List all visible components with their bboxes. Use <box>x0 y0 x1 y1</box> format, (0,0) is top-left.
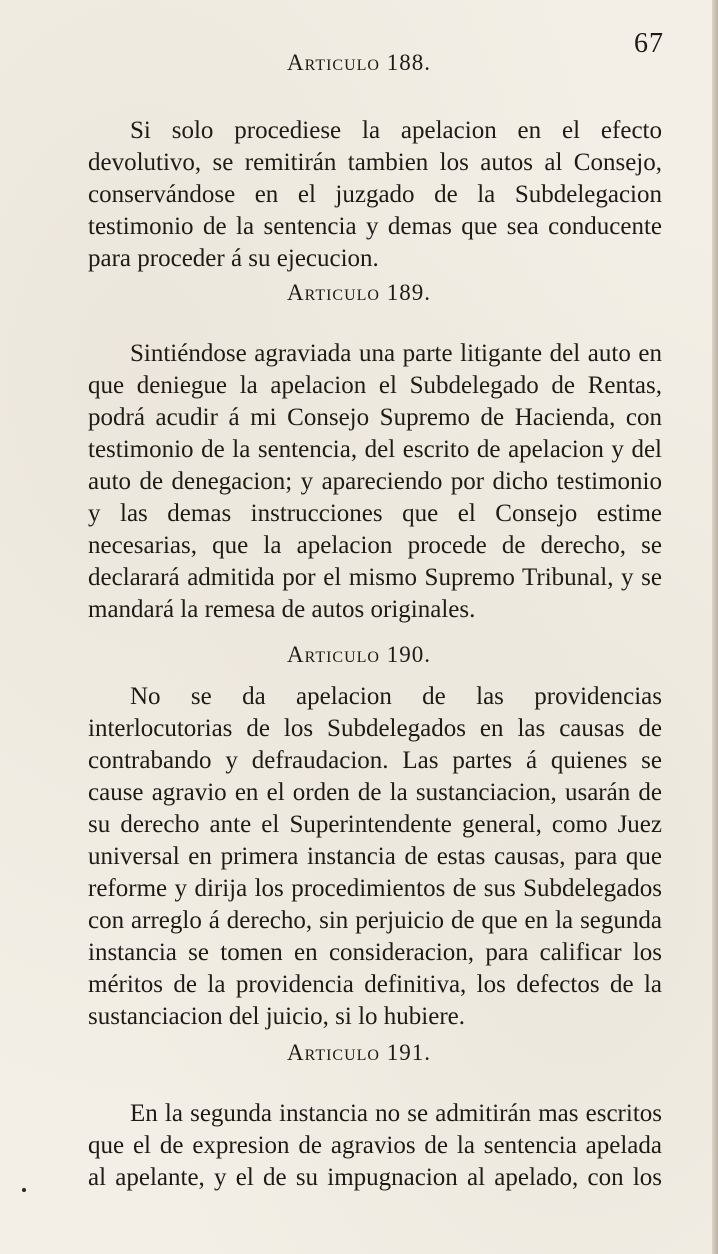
article-188-text: Si solo procediese la apelacion en el efecto devolutivo, se remitirán tambien los autos al Consejo, conservándose en el juzgado de la Subdelegacion testimonio de la sentencia y demas que sea conducente para proceder á su ejecucion. <box>88 117 662 272</box>
article-189-text: Sintiéndose agraviada una parte litigante del auto en que deniegue la apelacion el Subdelegado de Rentas, podrá acudir á mi Consejo Supremo de Hacienda, con testimonio de la sentencia, del escrito de apelacion y del auto de denegacion; y apareciendo por dicho testimonio y las demas instrucciones que el Consejo estime necesarias, que la apelacion procede de derecho, se declarará admitida por el mismo Supremo Tribunal, y se mandará la remesa de autos originales. <box>88 340 662 623</box>
article-188-heading: Articulo 188. <box>287 50 431 75</box>
article-191-heading: Articulo 191. <box>287 1040 431 1065</box>
article-191-text: En la segunda instancia no se admitirán mas escritos que el de expresion de agravios de la sentencia apelada al apelante, y el de su impugnacion al apelado, con los <box>88 1100 662 1191</box>
article-190-heading: Articulo 190. <box>287 642 431 667</box>
ink-spot <box>22 1188 26 1192</box>
page-number: 67 <box>634 28 664 59</box>
article-190-text: No se da apelacion de las providencias interlocutorias de los Subdelegados en las causas de contrabando y defraudacion. Las partes á quienes se cause agravio en el orden de la sustanciacion, usarán de su derecho ante el Superintendente general, como Juez universal en primera instancia de estas causas, para que reforme y dirija los procedimientos de sus Subdelegados con arreglo á derecho, sin perjuicio de que en la segunda instancia se tomen en consideracion, para calificar los méritos de la providencia definitiva, los defectos de la sustanciacion del juicio, si lo hubiere. <box>88 683 662 1030</box>
article-189-heading: Articulo 189. <box>287 280 431 305</box>
